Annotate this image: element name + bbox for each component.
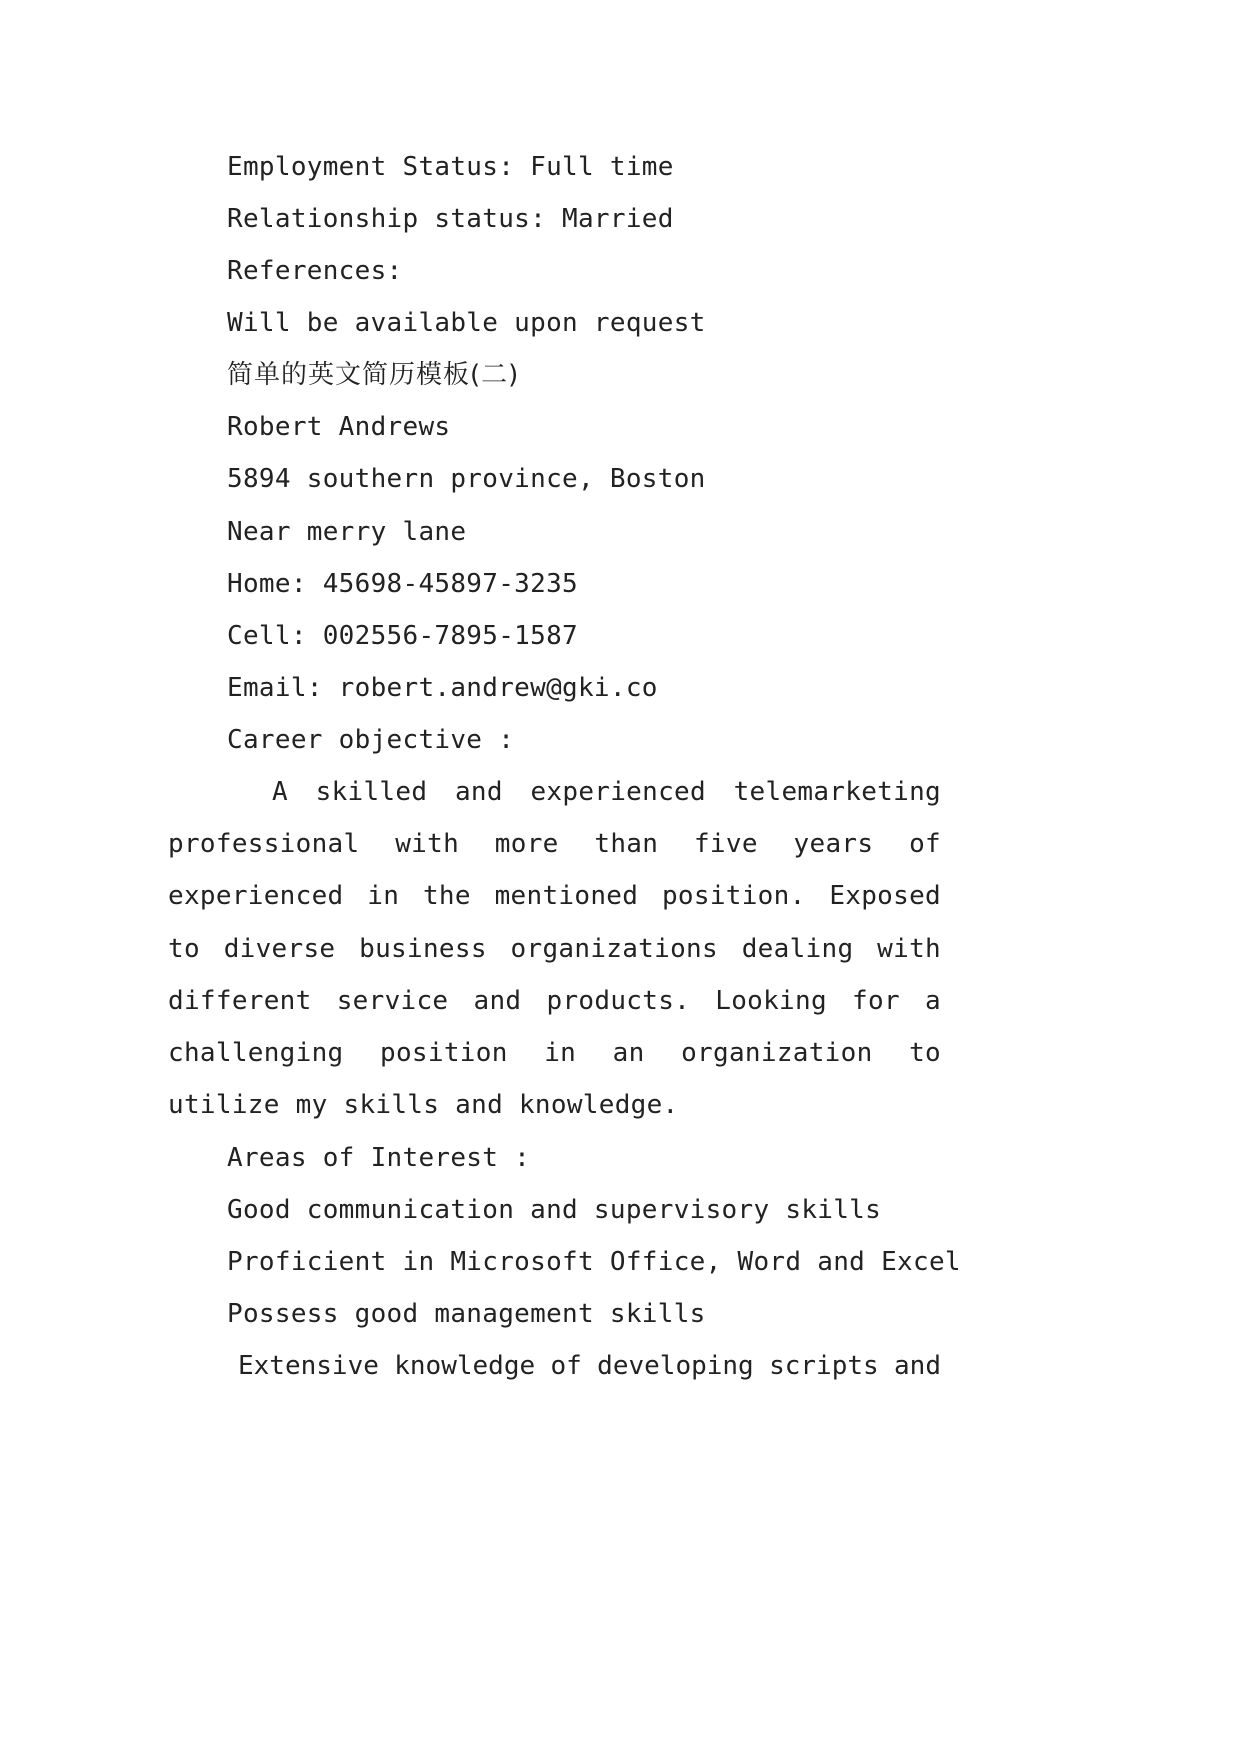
interest-item: Proficient in Microsoft Office, Word and Excel: [227, 1247, 961, 1277]
word: scripts: [769, 1351, 879, 1381]
address-line-1: 5894 southern province, Boston: [227, 464, 706, 494]
word: developing: [597, 1351, 754, 1381]
interest-item: Possess good management skills: [227, 1299, 706, 1329]
career-objective-paragraph: [168, 766, 941, 1131]
career-objective-label: Career objective :: [227, 725, 515, 755]
interest-item: Good communication and supervisory skills: [227, 1195, 882, 1225]
word: and: [894, 1351, 941, 1381]
email: Email: robert.andrew@gki.co: [227, 673, 658, 703]
word: knowledge: [394, 1351, 536, 1381]
references-label: References:: [227, 256, 403, 286]
home-phone: Home: 45698-45897-3235: [227, 569, 578, 599]
employment-status: Employment Status: Full time: [227, 152, 674, 182]
word: Extensive: [238, 1351, 379, 1381]
cell-phone: Cell: 002556-7895-1587: [227, 621, 578, 651]
relationship-status: Relationship status: Married: [227, 204, 674, 234]
areas-of-interest-label: Areas of Interest :: [227, 1143, 531, 1173]
word: of: [550, 1351, 582, 1381]
references-value: Will be available upon request: [227, 308, 706, 338]
career-objective-text: A skilled and experienced telemarketing professional with more than five years of experienced in the mentioned position. Exposed to diverse business organizations dealing with different service and products. Looking for a challenging position in an organization to utilize my skills and knowledge.: [168, 777, 941, 1121]
interest-item-partial: [238, 1348, 941, 1384]
address-line-2: Near merry lane: [227, 517, 467, 547]
section-title: 简单的英文简历模板(二): [227, 360, 520, 390]
applicant-name: Robert Andrews: [227, 412, 451, 442]
